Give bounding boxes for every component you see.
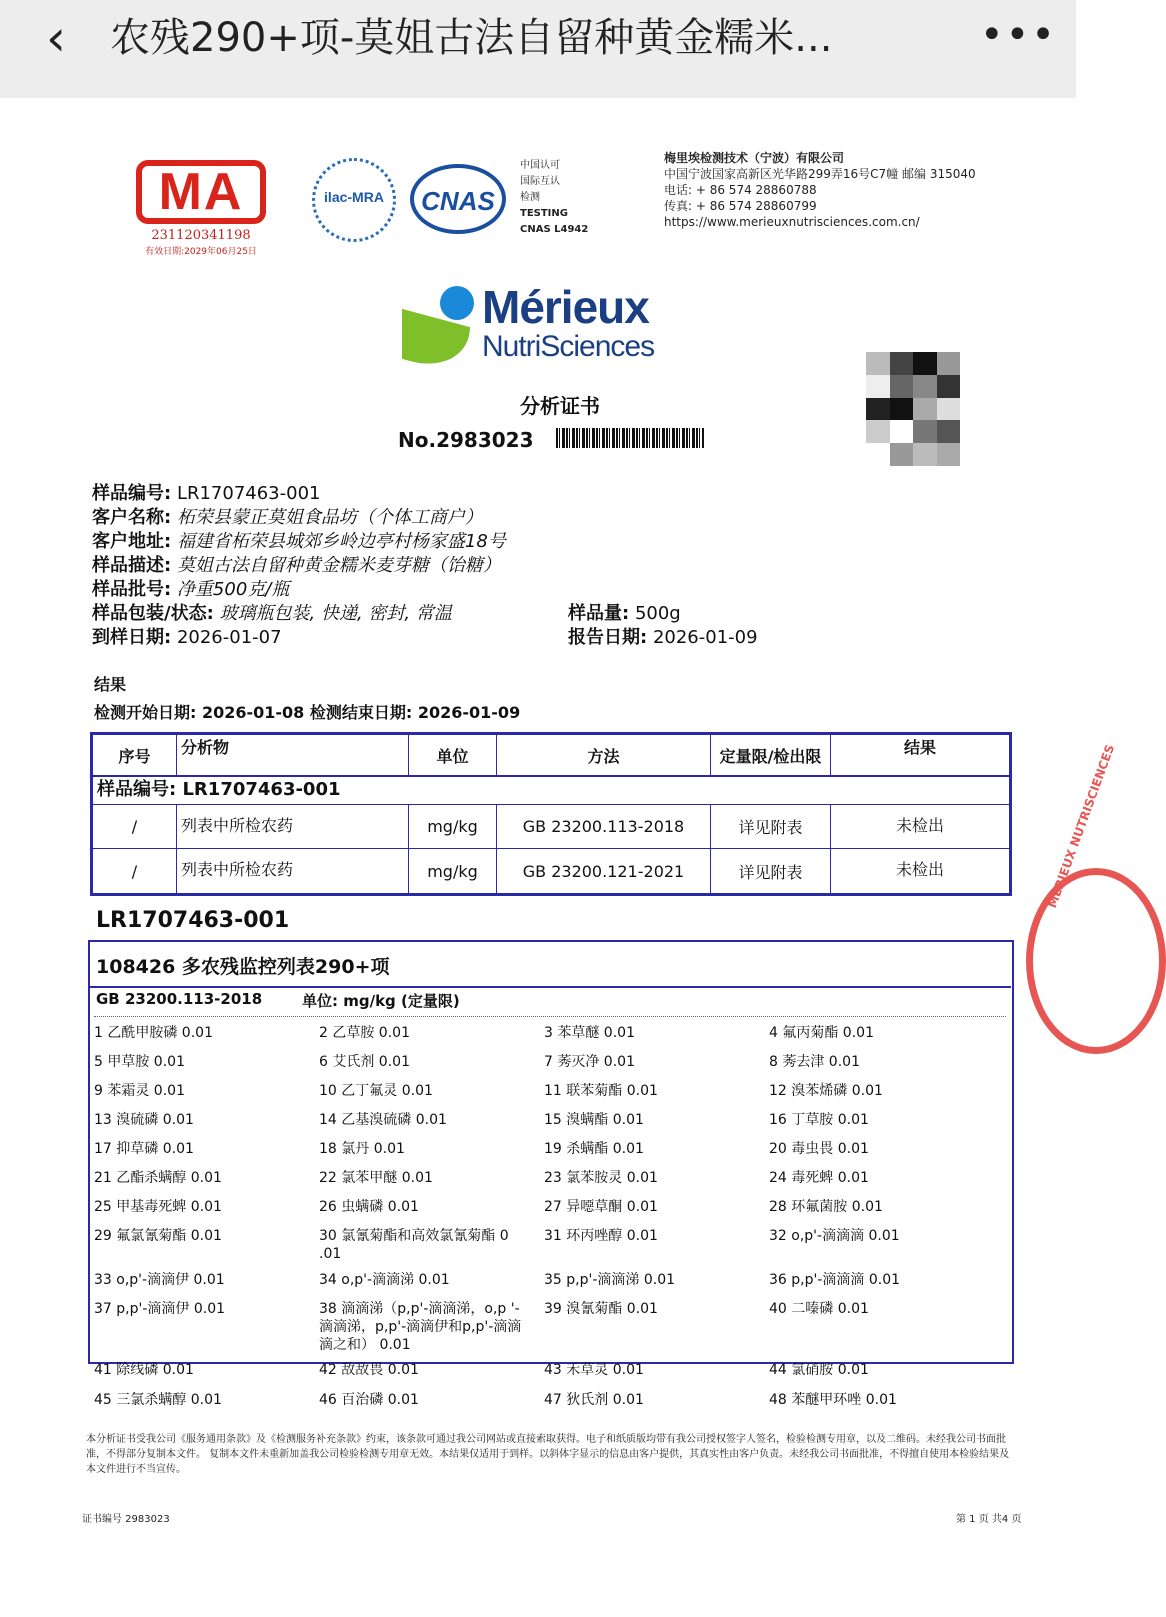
cnas-line: TESTING: [520, 208, 568, 219]
cell: 未检出: [895, 860, 944, 879]
pesticide-item: 13 溴硫磷 0.01: [94, 1112, 194, 1128]
pesticide-item: 36 p,p'-滴滴滴 0.01: [769, 1272, 901, 1288]
pesticide-item: 39 溴氰菊酯 0.01: [544, 1301, 658, 1317]
pesticide-item: 33 o,p'-滴滴伊 0.01: [94, 1272, 225, 1288]
pesticide-item: 17 抑草磷 0.01: [94, 1141, 194, 1157]
lab-info: [664, 150, 1024, 230]
pesticide-item: 47 狄氏剂 0.01: [544, 1392, 644, 1408]
cnas-line: CNAS L4942: [520, 224, 589, 235]
pesticide-item: 21 乙酯杀螨醇 0.01: [94, 1170, 222, 1186]
sample-qty: 500g: [634, 603, 681, 624]
ilac-mra-logo: [312, 158, 396, 242]
page-title: 农残290+项-莫姐古法自留种黄金糯米...: [110, 15, 833, 61]
app-bar: [0, 0, 1076, 98]
divider: [90, 986, 1011, 988]
client-name: 柘荣县蒙正莫姐食品坊（个体工商户）: [176, 507, 483, 528]
pesticide-item: 35 p,p'-滴滴涕 0.01: [544, 1272, 676, 1288]
pesticide-item: 11 联苯菊酯 0.01: [544, 1083, 658, 1099]
pesticide-item: 18 氯丹 0.01: [319, 1141, 405, 1157]
more-horizontal-icon[interactable]: •••: [980, 12, 1057, 58]
pesticide-item: 41 除线磷 0.01: [94, 1362, 194, 1378]
barcode-icon: [556, 428, 704, 448]
cell: GB 23200.113-2018: [497, 805, 711, 848]
cnas-line: 检测: [520, 192, 540, 203]
cell: /: [93, 849, 177, 893]
sample-id: LR1707463-001: [176, 483, 321, 504]
pesticide-item: 2 乙草胺 0.01: [319, 1025, 410, 1041]
cell: 详见附表: [711, 805, 831, 848]
company-stamp: [1026, 742, 1166, 1054]
pesticide-item: 44 氯硝胺 0.01: [769, 1362, 869, 1378]
list-standard: GB 23200.113-2018: [96, 990, 263, 1008]
table-row: [93, 849, 1009, 893]
cell: 列表中所检农药: [177, 805, 409, 848]
pesticide-item: 46 百治磷 0.01: [319, 1392, 419, 1408]
certificate-number: No.2983023: [398, 428, 534, 452]
pesticide-item: 29 氟氯氰菊酯 0.01: [94, 1228, 222, 1244]
sample-desc: 莫姐古法自留种黄金糯米麦芽糖（饴糖）: [176, 555, 501, 576]
test-dates: 检测开始日期: 2026-01-08 检测结束日期: 2026-01-09: [94, 703, 521, 722]
merieux-logo: [400, 278, 690, 378]
list-unit: 单位: mg/kg (定量限): [302, 992, 460, 1010]
cnas-logo: [410, 164, 506, 234]
pesticide-item: 19 杀螨酯 0.01: [544, 1141, 644, 1157]
divider: [94, 1016, 1006, 1017]
cma-mark: MA: [136, 160, 266, 224]
pesticide-item: 23 氯苯胺灵 0.01: [544, 1170, 658, 1186]
lab-website: https://www.merieuxnutrisciences.com.cn/: [664, 215, 920, 229]
cma-valid-date: 有效日期:2029年06月25日: [145, 247, 257, 257]
footer-cert-number: 证书编号 2983023: [82, 1514, 170, 1525]
ilac-text: ilac-MRA: [324, 189, 384, 205]
pesticide-item: 26 虫螨磷 0.01: [319, 1199, 419, 1215]
disclaimer: 本分析证书受我公司《服务通用条款》及《检测服务补充条款》约束，该条款可通过我公司网站或直接索取获得。电子和纸质版均带有我公司授权签字人签名，检验检测专用章，以及二维码。未经我公司书面批准，不得部分复制本文件。 复制本文件未重新加盖我公司检验检测专用章无效。本结果仅适用于到样。以斜体字显示的信息由客户提供，其真实性由客户负责。未经我公司书面批准，不得擅自使用本检验结果及本文件进行不当宣传。: [86, 1434, 1010, 1475]
label: 样品批号:: [92, 579, 172, 600]
report-date: 2026-01-09: [652, 627, 758, 648]
cell: 列表中所检农药: [177, 849, 409, 893]
pesticide-item: 27 异噁草酮 0.01: [544, 1199, 658, 1215]
label: 样品编号:: [92, 483, 172, 504]
arrival-date: 2026-01-07: [176, 627, 282, 648]
header-cell: 序号: [93, 735, 177, 775]
pesticide-item: 8 莠去津 0.01: [769, 1054, 860, 1070]
pesticide-item: 40 二嗪磷 0.01: [769, 1301, 869, 1317]
pesticide-item: 10 乙丁氟灵 0.01: [319, 1083, 433, 1099]
cnas-text: CNAS: [421, 186, 495, 216]
lab-fax: 传真: + 86 574 28860799: [664, 199, 817, 213]
sample-batch: 净重500克/瓶: [176, 579, 290, 600]
brand-sub: NutriSciences: [482, 330, 655, 363]
brand-name: Mérieux: [482, 281, 649, 333]
pesticide-item: 42 敌敌畏 0.01: [319, 1362, 419, 1378]
lab-address: 中国宁波国家高新区光华路299弄16号C7幢 邮编 315040: [664, 167, 976, 181]
certificate-title: 分析证书: [520, 394, 600, 418]
table-row: [93, 805, 1009, 849]
pesticide-item: 16 丁草胺 0.01: [769, 1112, 869, 1128]
label: 样品量:: [568, 603, 630, 624]
sample-pack: 玻璃瓶包装, 快递, 密封, 常温: [219, 603, 452, 624]
pesticide-item: 31 环丙唑醇 0.01: [544, 1228, 658, 1244]
list-title: 108426 多农残监控列表290+项: [96, 956, 390, 978]
pesticide-item: 3 苯草醚 0.01: [544, 1025, 635, 1041]
header-cell: 结果: [903, 738, 936, 757]
results-table: [90, 732, 1012, 896]
stamp-text: MERIEUX NUTRISCIENCES: [1045, 742, 1118, 910]
pesticide-item: 22 氯苯甲醚 0.01: [319, 1170, 433, 1186]
qr-code-icon: [866, 352, 960, 466]
certificate-page: [0, 98, 1118, 1617]
label: 样品包装/状态:: [92, 603, 214, 624]
header-cell: 分析物: [177, 735, 409, 775]
pesticide-item: 15 溴螨酯 0.01: [544, 1112, 644, 1128]
pesticide-item: 5 甲草胺 0.01: [94, 1054, 185, 1070]
pesticide-item: 9 苯霜灵 0.01: [94, 1083, 185, 1099]
lab-phone: 电话: + 86 574 28860788: [664, 183, 817, 197]
cell: 未检出: [895, 816, 944, 835]
pesticide-item: 28 环氟菌胺 0.01: [769, 1199, 883, 1215]
pesticide-item: 14 乙基溴硫磷 0.01: [319, 1112, 447, 1128]
cnas-line: 国际互认: [520, 176, 560, 187]
pesticide-item: 37 p,p'-滴滴伊 0.01: [94, 1301, 226, 1317]
cell: /: [93, 805, 177, 848]
dot-icon: [440, 286, 474, 320]
pesticide-item: 30 氯氰菊酯和高效氯氰菊酯 0 .01: [319, 1228, 509, 1262]
client-address: 福建省柘荣县城郊乡岭边亭村杨家盛18号: [176, 531, 506, 552]
header-cell: 定量限/检出限: [711, 735, 831, 775]
header-cell: 方法: [497, 735, 711, 775]
cell: 详见附表: [711, 849, 831, 893]
pesticide-item: 38 滴滴涕（p,p'-滴滴涕，o,p '-滴滴涕，p,p'-滴滴伊和p,p'-滴滴滴之和） 0.01: [319, 1301, 522, 1353]
pesticide-item: 24 毒死蜱 0.01: [769, 1170, 869, 1186]
lab-name: 梅里埃检测技术（宁波）有限公司: [664, 151, 845, 165]
pesticide-item: 1 乙酰甲胺磷 0.01: [94, 1025, 213, 1041]
label: 报告日期:: [568, 627, 648, 648]
pesticide-item: 20 毒虫畏 0.01: [769, 1141, 869, 1157]
label: 客户地址:: [92, 531, 172, 552]
cma-logo: [110, 154, 292, 258]
cell: mg/kg: [409, 805, 497, 848]
pesticide-item: 32 o,p'-滴滴滴 0.01: [769, 1228, 900, 1244]
cnas-line: 中国认可: [520, 160, 560, 171]
results-heading: 结果: [94, 675, 127, 694]
pesticide-item: 7 莠灭净 0.01: [544, 1054, 635, 1070]
header-cell: 单位: [409, 735, 497, 775]
sample-row: 样品编号: LR1707463-001: [93, 777, 1009, 805]
chevron-left-icon[interactable]: ‹: [46, 9, 66, 67]
pesticide-item: 34 o,p'-滴滴涕 0.01: [319, 1272, 450, 1288]
pesticide-item: 43 禾草灵 0.01: [544, 1362, 644, 1378]
pesticide-item: 45 三氯杀螨醇 0.01: [94, 1392, 222, 1408]
pesticide-item: 6 艾氏剂 0.01: [319, 1054, 410, 1070]
label: 样品描述:: [92, 555, 172, 576]
pesticide-item: 25 甲基毒死蜱 0.01: [94, 1199, 222, 1215]
label: 客户名称:: [92, 507, 172, 528]
cma-number: 231120341198: [151, 228, 251, 243]
pesticide-item: 12 溴苯烯磷 0.01: [769, 1083, 883, 1099]
cell: GB 23200.121-2021: [497, 849, 711, 893]
list-sample-id: LR1707463-001: [96, 908, 290, 933]
table-header: [93, 735, 1009, 777]
pesticide-item: 4 氟丙菊酯 0.01: [769, 1025, 874, 1041]
label: 到样日期:: [92, 627, 172, 648]
pesticide-item: 48 苯醚甲环唑 0.01: [769, 1392, 897, 1408]
cell: mg/kg: [409, 849, 497, 893]
footer-page-number: 第 1 页 共4 页: [956, 1514, 1022, 1525]
pesticide-list: [88, 940, 1014, 1408]
cnas-caption: [520, 158, 630, 238]
